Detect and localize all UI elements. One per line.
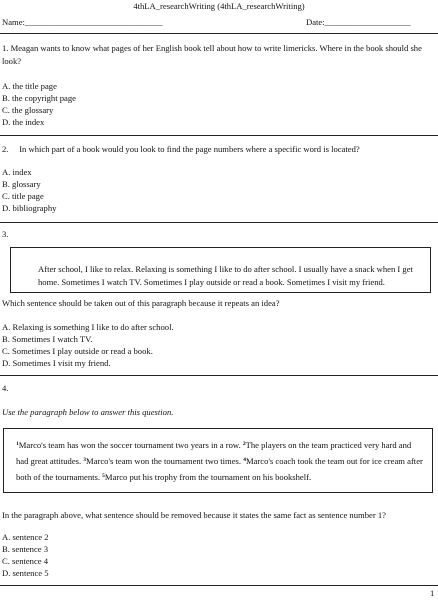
divider [0, 33, 438, 34]
date-field-label: Date:____________________ [306, 17, 411, 27]
question-3-passage: After school, I like to relax. Relaxing is something I like to do after school. I usually have a snack when I get home. Sometimes I watch TV. Sometimes I play outside or read a book. Sometimes I visit my friend. [38, 264, 413, 287]
question-3-option-c: C. Sometimes I play outside or read a book. [2, 346, 153, 356]
sentence-5: Marco put his trophy from the tournament on his bookshelf. [104, 471, 312, 482]
question-4-passage-box [3, 428, 433, 493]
question-3-stem: Which sentence should be taken out of this paragraph because it repeats an idea? [2, 298, 280, 308]
document-title: 4thLA_researchWriting (4thLA_researchWriting) [133, 1, 305, 11]
sentence-number-5: 5 [102, 472, 105, 479]
divider [0, 222, 438, 223]
sentence-number-2: 2 [242, 441, 246, 447]
question-3-option-b: B. Sometimes I watch TV. [2, 334, 93, 344]
sentence-4: Marco's coach took the team out for ice cream after both of the tournaments. [16, 455, 423, 482]
question-4-stem: In the paragraph above, what sentence should be removed because it states the same fact as sentence number 1? [2, 510, 386, 520]
question-4-option-a: A. sentence 2 [2, 532, 49, 542]
sentence-number-3: 3 [83, 456, 87, 463]
question-2-option-b: B. glossary [2, 179, 41, 189]
question-2-option-d: D. bibliography [2, 203, 57, 213]
question-1-option-c: C. the glossary [2, 105, 54, 115]
divider [0, 585, 438, 586]
question-1-option-a: A. the title page [2, 81, 57, 91]
question-1-stem: 1. Meagan wants to know what pages of her English book tell about how to write limericks. Where in the book should she look? [2, 43, 422, 66]
question-2-option-c: C. title page [2, 191, 44, 201]
question-4-instruction: Use the paragraph below to answer this question. [2, 407, 174, 417]
page-number: 1 [430, 588, 435, 598]
question-1-option-b: B. the copyright page [2, 93, 76, 103]
divider [0, 135, 438, 136]
question-4-option-c: C. sentence 4 [2, 556, 49, 566]
question-3-number: 3. [2, 229, 9, 239]
question-4-passage [16, 438, 424, 485]
question-4-option-b: B. sentence 3 [2, 544, 49, 554]
sentence-number-4: 4 [243, 456, 246, 463]
question-4-number: 4. [2, 383, 9, 393]
question-4-option-d: D. sentence 5 [2, 568, 49, 578]
question-1-option-d: D. the index [2, 117, 45, 127]
question-3-option-d: D. Sometimes I visit my friend. [2, 358, 111, 368]
sentence-number-1: 1 [16, 441, 19, 447]
question-3-option-a: A. Relaxing is something I like to do after school. [2, 322, 174, 332]
sentence-2: The players on the team practiced very hard and had great attitudes. [16, 440, 412, 466]
sentence-1: Marco's team has won the soccer tournament two years in a row. [18, 440, 243, 450]
divider [0, 375, 438, 376]
question-2-stem: 2. In which part of a book would you look to find the page numbers where a specific word is located? [2, 144, 360, 154]
name-field-label: Name:________________________________ [2, 17, 163, 27]
sentence-3: Marco's team won the tournament two times. [86, 455, 244, 466]
question-3-passage-box [10, 247, 431, 293]
question-2-option-a: A. index [2, 167, 32, 177]
